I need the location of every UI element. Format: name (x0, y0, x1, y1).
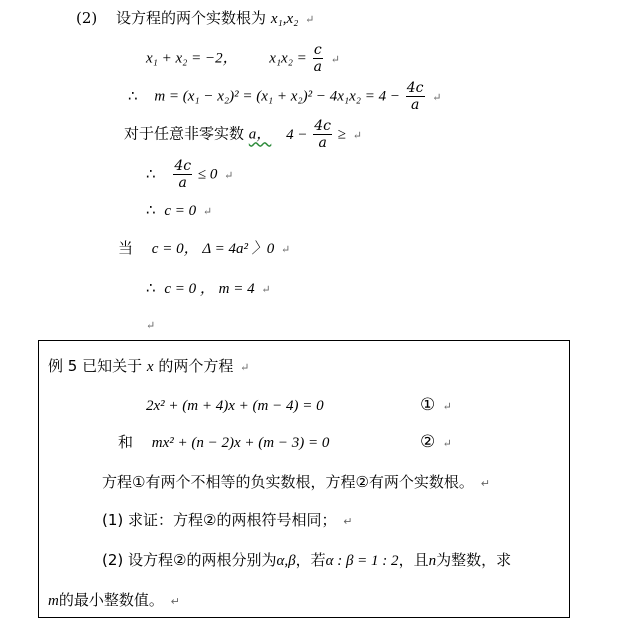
forall-expr-pre: 4 − (286, 126, 308, 143)
part-2-intro (76, 8, 314, 30)
return-mark: ↵ (352, 128, 363, 142)
intro-vars: x₁,x₂ (270, 11, 299, 27)
question-2-d: 为整数，求 (436, 551, 512, 569)
m-expression: m = (x₁ − x₂)² = (x₁ + x₂)² − 4x₁x₂ = 4 − (154, 88, 400, 105)
return-mark: ↵ (202, 205, 213, 218)
vieta-sum: x₁ + x₂ = −2， (146, 50, 238, 67)
vieta-prod-lhs: x₁x₂ = (269, 50, 307, 67)
equation-1-line (146, 395, 324, 416)
question-2-e: 的最小整数值。 (58, 591, 164, 609)
when-text: 当 (118, 239, 134, 257)
question-1 (102, 510, 352, 532)
ineq-rest: ≤ 0 (197, 166, 218, 183)
forall-frac-num: 4c (314, 118, 331, 134)
therefore-symbol: ∴ (146, 201, 156, 219)
ineq-fraction (173, 158, 192, 191)
return-mark: ↵ (224, 168, 234, 182)
equation-1-label-line (420, 395, 452, 417)
equation-1-label: ① (420, 395, 436, 415)
forall-var: a， (248, 126, 272, 143)
when-expr: c = 0， Δ = 4a² 〉0 (151, 241, 275, 257)
return-mark: ↵ (432, 90, 442, 104)
final-expr: c = 0 ， m = 4 (164, 281, 255, 297)
return-mark: ↵ (281, 243, 291, 256)
vieta-line (146, 42, 340, 75)
therefore-symbol: ∴ (146, 279, 156, 297)
vieta-prod-den: a (313, 59, 322, 75)
question-2-c: ，且 (398, 551, 429, 569)
return-mark: ↵ (480, 477, 490, 490)
return-mark: ↵ (305, 13, 315, 26)
forall-frac-den: a (318, 135, 327, 151)
equation-1: 2x² + (m + 4)x + (m − 4) = 0 (146, 398, 324, 414)
question-2-m: m (48, 593, 59, 609)
equation-2: mx² + (n − 2)x + (m − 3) = 0 (151, 435, 330, 451)
statement-text: 方程①有两个不相等的负实数根，方程②有两个实数根。 (102, 473, 474, 491)
when-line (118, 238, 290, 260)
question-2-vars: α,β (276, 553, 296, 569)
return-mark: ↵ (330, 52, 340, 66)
question-2-a: (2) 设方程②的两根分别为 (102, 551, 277, 569)
and-text: 和 (118, 433, 134, 451)
part-label: (2) (76, 9, 98, 27)
m-frac-num: 4c (406, 80, 424, 96)
forall-fraction (313, 118, 332, 151)
equation-2-label: ② (420, 432, 436, 452)
therefore-symbol: ∴ (146, 164, 156, 183)
c-zero: c = 0 (164, 203, 197, 219)
return-mark: ↵ (146, 319, 156, 332)
forall-expr-post: ≥ (337, 126, 347, 143)
ineq-line (146, 158, 233, 191)
question-2-continued (48, 590, 180, 612)
question-2-n: n (428, 553, 437, 569)
m-expression-line (128, 80, 442, 113)
return-mark: ↵ (442, 400, 452, 413)
example-title-prefix: 例 5 已知关于 (48, 357, 143, 375)
equation-2-label-line (420, 432, 452, 454)
forall-text: 对于任意非零实数 (124, 124, 245, 143)
final-line (146, 278, 271, 300)
example-title (48, 356, 249, 378)
question-2 (102, 550, 511, 571)
vieta-prod-num: c (313, 42, 322, 58)
example-title-var: x (146, 359, 154, 375)
equation-2-line (118, 432, 329, 453)
intro-text: 设方程的两个实数根为 (116, 9, 267, 27)
forall-line (124, 118, 362, 151)
return-mark: ↵ (343, 515, 353, 528)
vieta-prod-fraction (313, 42, 323, 75)
question-2-ratio: α : β = 1 : 2 (325, 553, 399, 569)
return-mark: ↵ (240, 361, 250, 374)
question-1-text: (1) 求证：方程②的两根符号相同； (102, 511, 337, 529)
therefore-symbol: ∴ (128, 86, 138, 105)
example-title-suffix: 的两个方程 (158, 357, 234, 375)
question-2-b: ，若 (295, 551, 326, 569)
m-fraction (406, 80, 425, 113)
ineq-frac-den: a (178, 175, 187, 191)
example-statement (102, 472, 490, 494)
return-mark: ↵ (442, 437, 452, 450)
c-zero-line (146, 200, 212, 222)
return-mark: ↵ (261, 283, 271, 296)
m-frac-den: a (410, 97, 420, 113)
ineq-frac-num: 4c (174, 158, 192, 174)
empty-paragraph (144, 314, 155, 336)
return-mark: ↵ (170, 595, 180, 608)
